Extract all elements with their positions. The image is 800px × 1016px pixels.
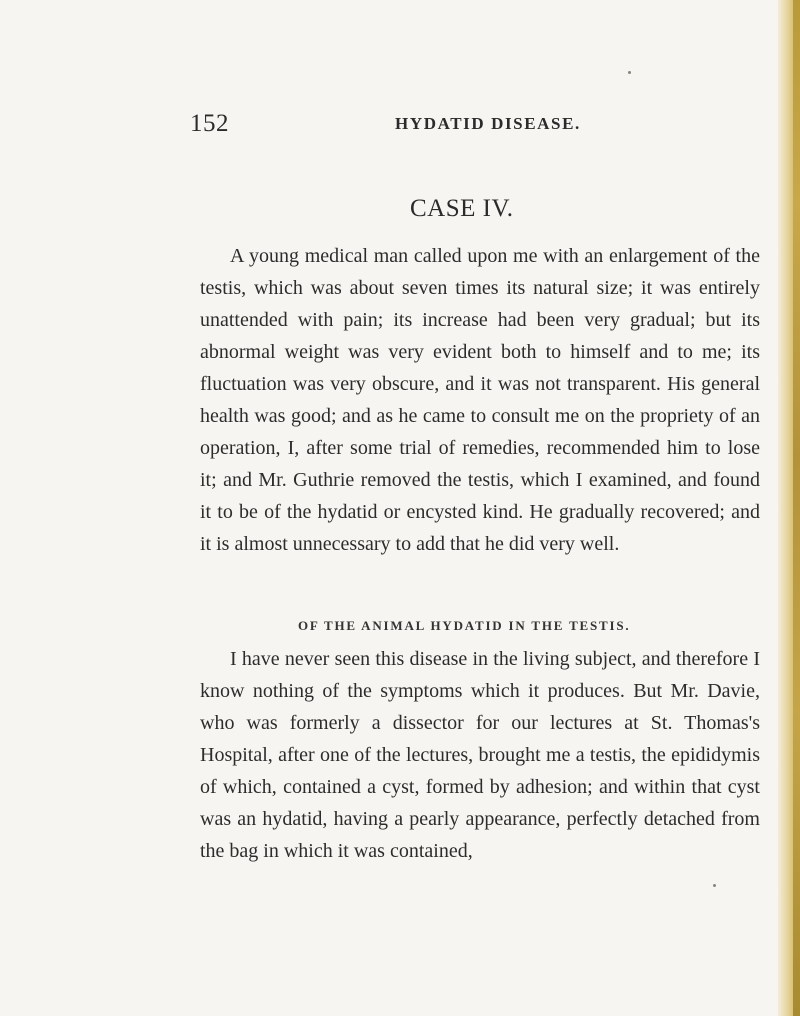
page-number: 152 [190, 110, 229, 137]
section-heading: OF THE ANIMAL HYDATID IN THE TESTIS. [298, 618, 631, 633]
book-spine [793, 0, 800, 1016]
body-paragraph-hydatid: I have never seen this disease in the living subject, and therefore I know nothing of the symptoms which it produces. But Mr. Davie, who was formerly a dissector for our lectures at St. Thomas's Hospital, after one of the lectures, brought me a testis, the epididymis of which, contained a cyst, formed by adhesion; and within that cyst was an hydatid, having a pearly appearance, perfectly detached from the bag in which it was contained, [200, 648, 760, 862]
paper-speck [713, 884, 716, 887]
paper-speck [628, 71, 631, 74]
running-header [190, 110, 750, 140]
case-title: CASE IV. [410, 195, 514, 222]
body-paragraph-case: A young medical man called upon me with an enlargement of the testis, which was about seven times its natural size; it was entirely unattended with pain; its increase had been very gradual; but its abnormal weight was very evident both to himself and to me; its fluctuation was very obscure, and it was not transparent. His general health was good; and as he came to consult me on the propriety of an operation, I, after some trial of remedies, recommended him to lose it; and Mr. Guthrie removed the testis, which I examined, and found it to be of the hydatid or encysted kind. He gradually recovered; and it is almost unnecessary to add that he did very well. [200, 245, 760, 555]
running-head-title: HYDATID DISEASE. [395, 114, 581, 133]
